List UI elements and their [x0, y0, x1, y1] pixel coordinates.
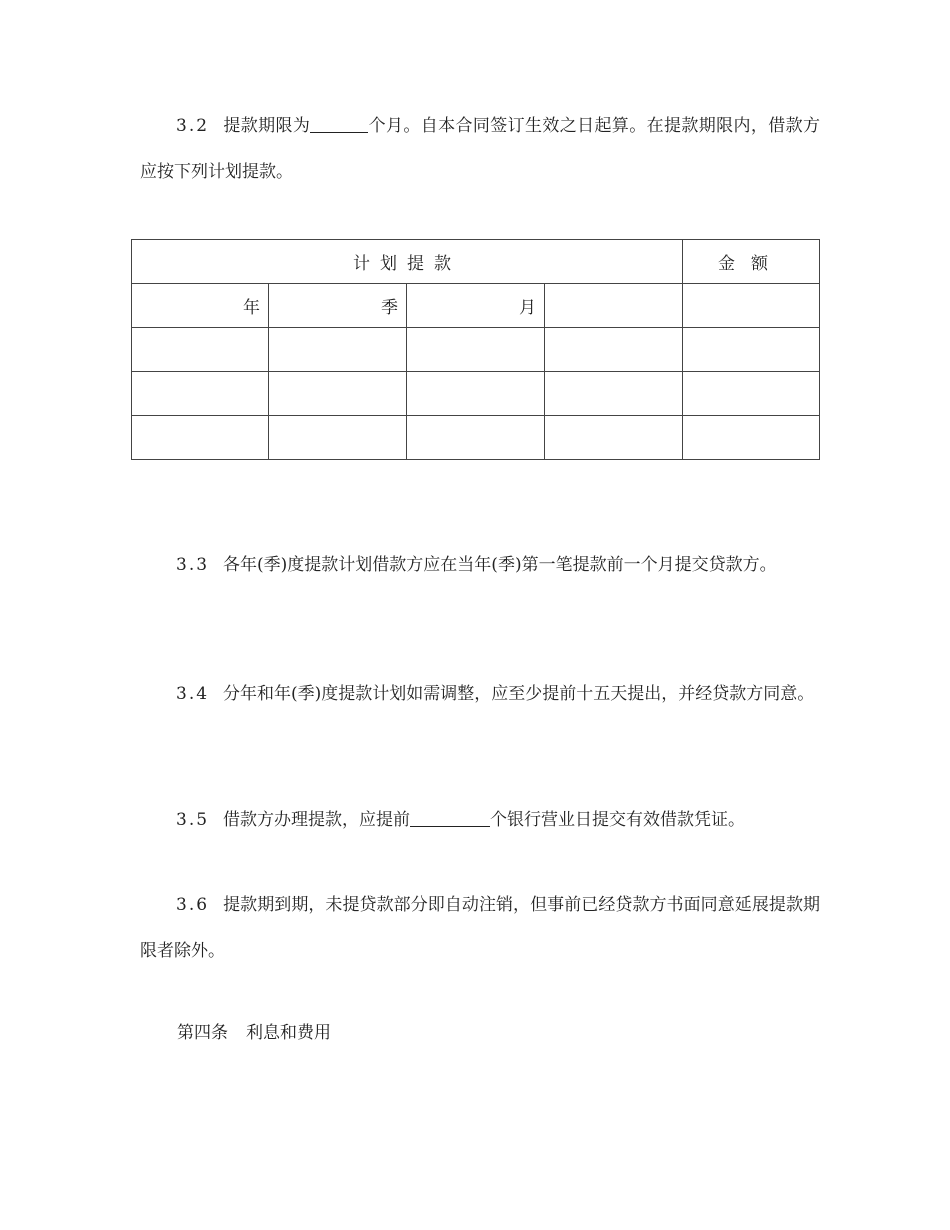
clause-text-part2: 个月。自本合同签订生效之日起算。在提款期限内，借款方应按下列计划提款。	[140, 116, 821, 182]
subheader-year: 年	[132, 284, 269, 328]
article-title: 利息和费用	[246, 1023, 331, 1043]
table-cell	[545, 328, 683, 372]
table-row	[132, 328, 820, 372]
table-cell	[683, 416, 820, 460]
table-subheader-row	[132, 284, 820, 328]
table-cell	[407, 328, 545, 372]
table-row	[132, 416, 820, 460]
table-cell	[269, 372, 407, 416]
table-cell	[407, 372, 545, 416]
withdrawal-plan-table	[131, 239, 820, 460]
table-cell	[683, 328, 820, 372]
clause-number: 3.3	[176, 555, 210, 575]
clause-text-part1: 借款方办理提款，应提前	[223, 810, 411, 830]
clause-number: 3.4	[176, 684, 210, 704]
header-amount: 金额	[683, 240, 820, 284]
article-label: 第四条	[177, 1023, 228, 1043]
table-header-row	[132, 240, 820, 284]
header-planned-withdrawal: 计划提款	[132, 240, 683, 284]
fill-in-blank	[410, 809, 490, 827]
table-cell	[132, 328, 269, 372]
subheader-month: 月	[407, 284, 545, 328]
clause-number: 3.5	[176, 810, 210, 830]
table-cell	[545, 372, 683, 416]
clause-3-5	[140, 797, 820, 843]
table-cell	[269, 328, 407, 372]
clause-3-4	[140, 671, 820, 717]
clause-number: 3.6	[176, 895, 210, 915]
table-cell	[683, 372, 820, 416]
table-cell	[407, 416, 545, 460]
table-cell	[269, 416, 407, 460]
clause-text-part2: 个银行营业日提交有效借款凭证。	[490, 810, 746, 830]
table-row	[132, 372, 820, 416]
fill-in-blank	[310, 115, 368, 133]
subheader-blank	[545, 284, 683, 328]
table-cell	[683, 284, 820, 328]
table-cell	[132, 372, 269, 416]
clause-number: 3.2	[176, 116, 210, 136]
clause-text: 各年(季)度提款计划借款方应在当年(季)第一笔提款前一个月提交贷款方。	[223, 555, 777, 575]
clause-text: 分年和年(季)度提款计划如需调整，应至少提前十五天提出，并经贷款方同意。	[223, 684, 815, 704]
article-4-heading	[177, 1010, 331, 1056]
clause-text-part1: 提款期限为	[223, 116, 311, 136]
clause-text: 提款期到期，未提贷款部分即自动注销，但事前已经贷款方书面同意延展提款期限者除外。	[140, 895, 820, 961]
table-cell	[132, 416, 269, 460]
clause-3-6	[140, 882, 820, 974]
clause-3-3	[140, 542, 820, 588]
subheader-quarter: 季	[269, 284, 407, 328]
clause-3-2	[140, 103, 820, 195]
table-cell	[545, 416, 683, 460]
